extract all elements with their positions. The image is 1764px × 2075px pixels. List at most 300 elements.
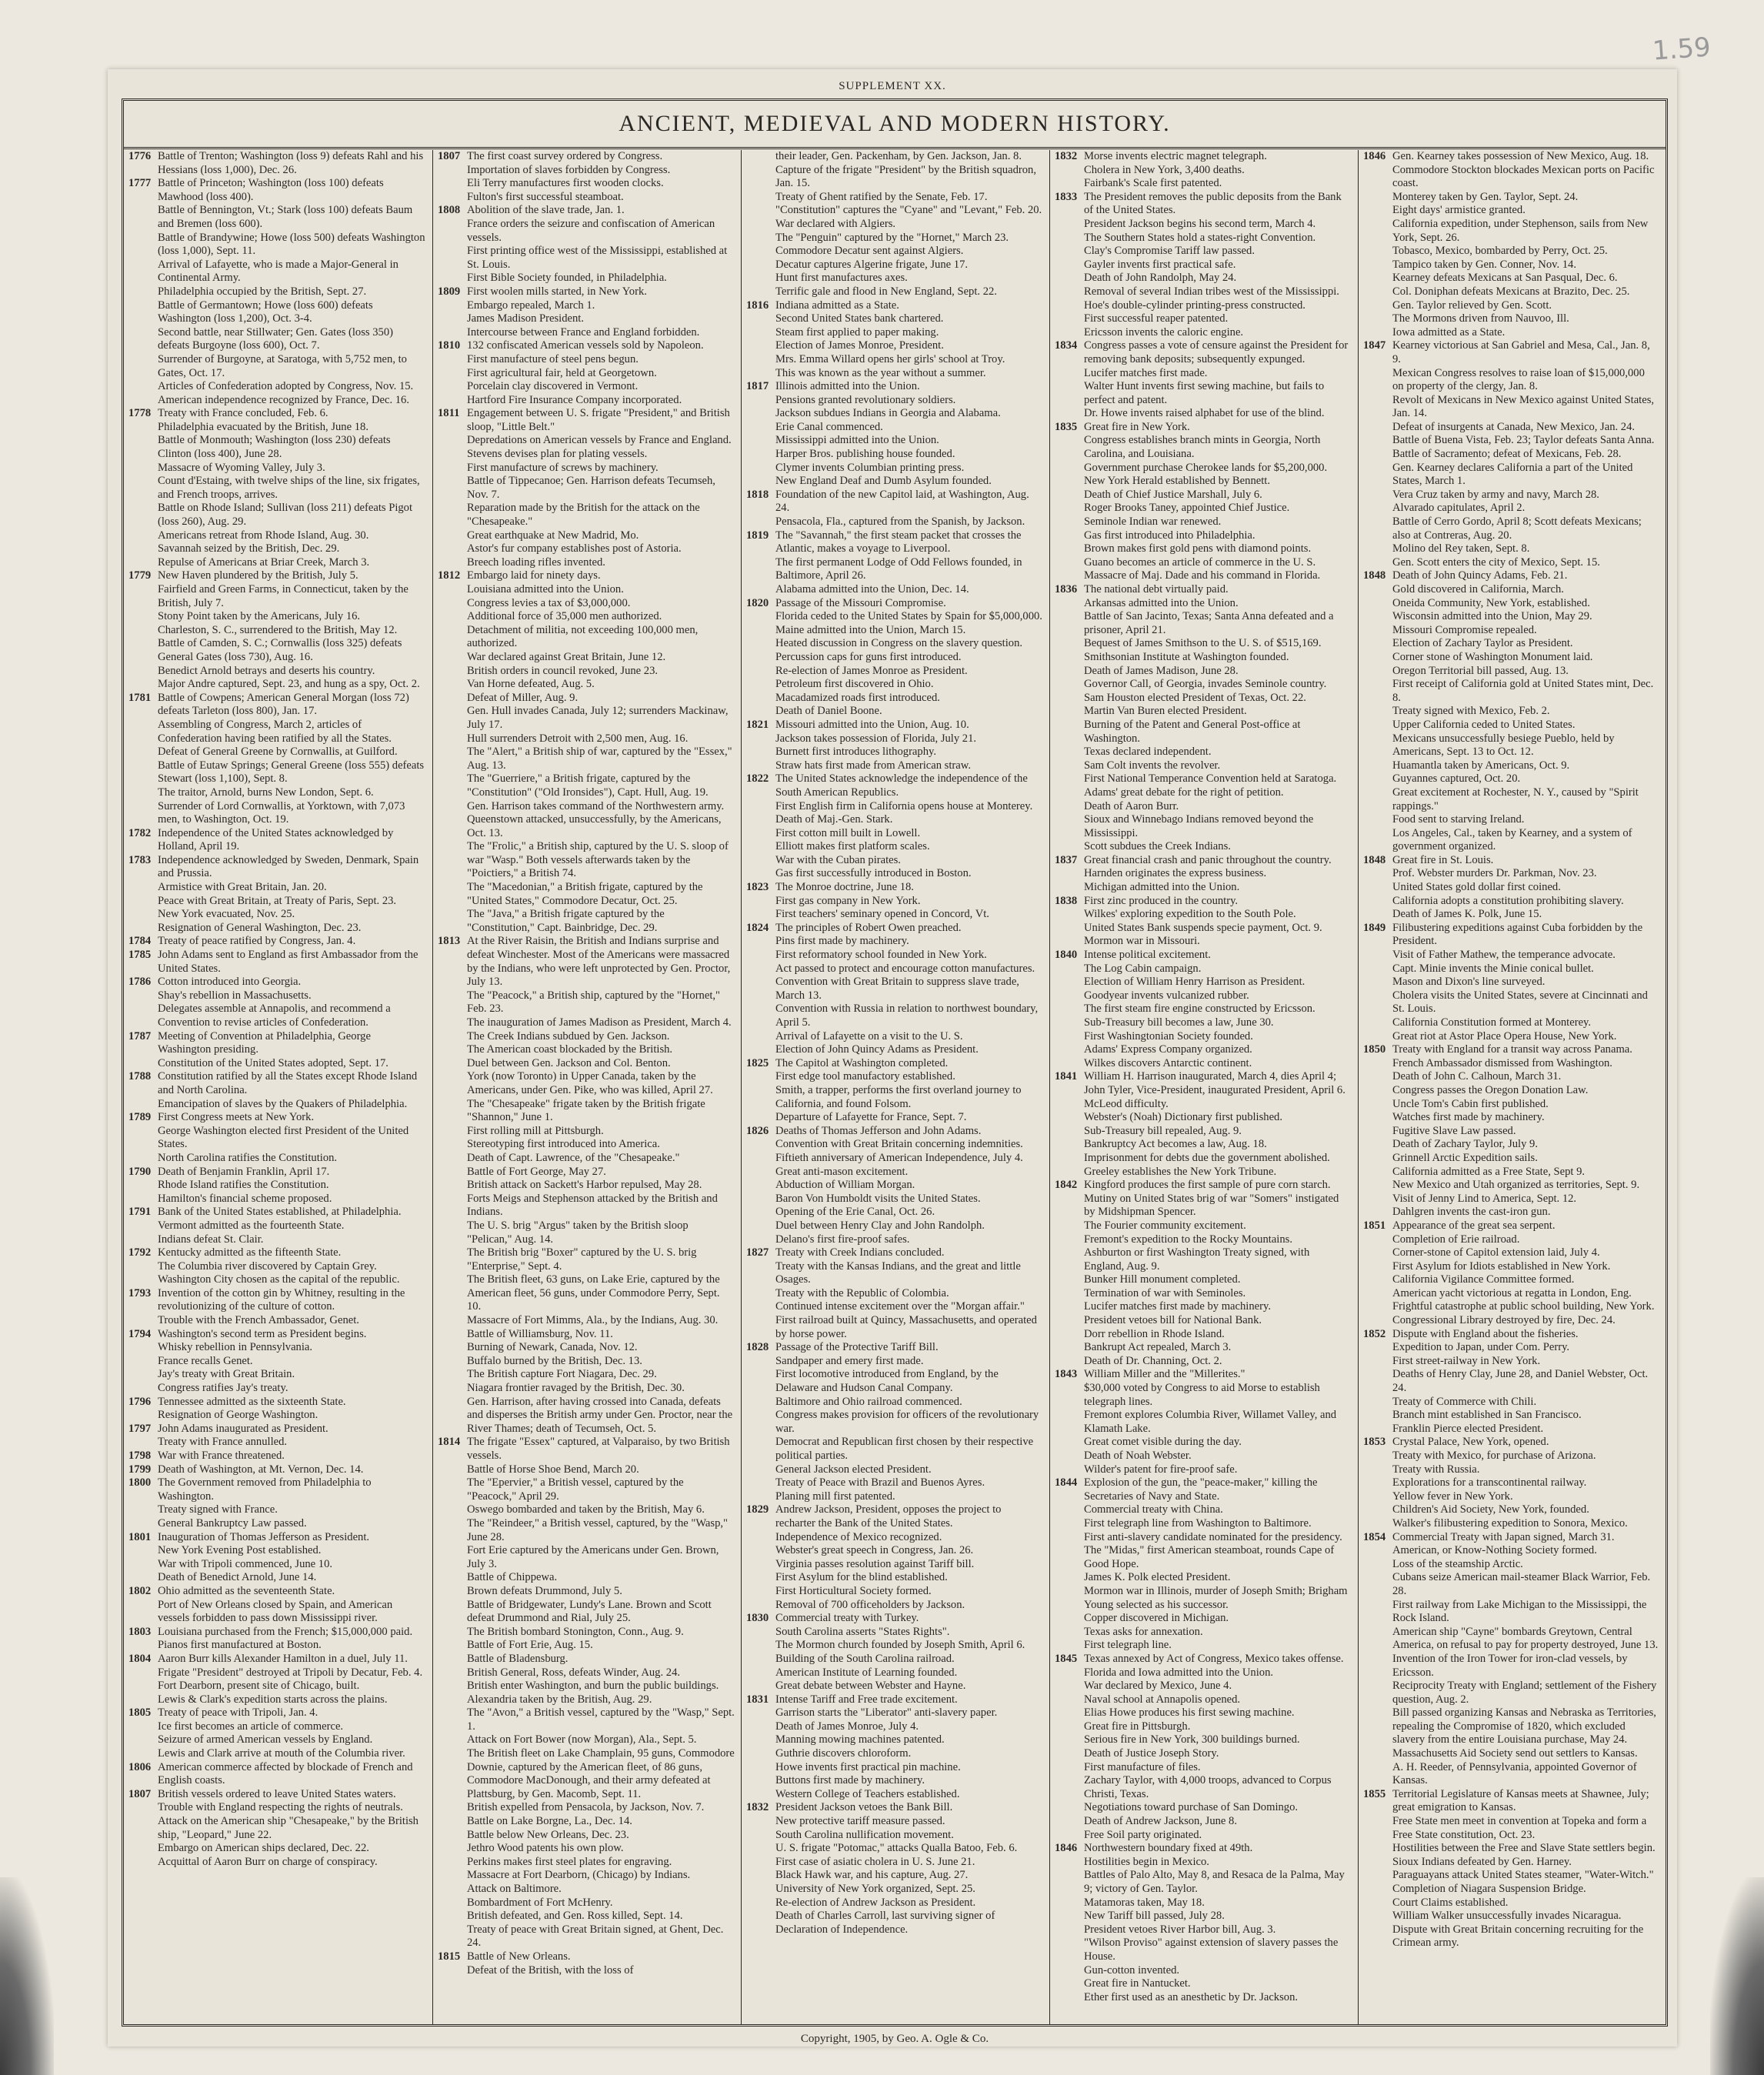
- event-text: First gas company in New York.: [775, 894, 921, 907]
- event-text: California Constitution formed at Monterey.: [1392, 1016, 1592, 1029]
- event-text: Convention with Great Britain to suppress slave trade, March 13.: [775, 976, 1019, 1002]
- entry-events: [1392, 339, 1665, 569]
- entry-year: 1827: [746, 1246, 769, 1259]
- event-text: Treaty of Peace with Brazil and Buenos Ayres.: [775, 1476, 985, 1490]
- event-text: Explosion of the gun, the "peace-maker," killing the Secretaries of Navy and State.: [1084, 1476, 1318, 1503]
- entry-events: [158, 1423, 432, 1449]
- timeline-entry: [124, 692, 432, 827]
- entry-year: 1793: [128, 1286, 152, 1299]
- timeline-entry: [124, 1396, 432, 1423]
- event-text: Second battle, near Stillwater; Gen. Gates (loss 350) defeats Burgoyne (loss 600), Oct. 7.: [158, 325, 393, 352]
- event-text: Frigate "President" destroyed at Tripoli by Decatur, Feb. 4.: [158, 1666, 423, 1679]
- timeline-entry: [1359, 1531, 1665, 1788]
- event-text: The traitor, Arnold, burns New London, Sept. 6.: [158, 786, 374, 799]
- timeline-entry: [124, 1070, 432, 1111]
- event-text: Northwestern boundary fixed at 49th.: [1084, 1842, 1253, 1855]
- event-text: Articles of Confederation adopted by Congress, Nov. 15.: [158, 380, 414, 393]
- event-text: Adams' Express Company organized.: [1084, 1043, 1252, 1056]
- event-text: Queenstown attacked, unsuccessfully, by the Americans, Oct. 13.: [467, 813, 722, 839]
- entry-year: 1842: [1055, 1179, 1078, 1192]
- event-text: Great financial crash and panic throughout the country.: [1084, 853, 1332, 866]
- event-text: First Asylum for Idiots established in New York.: [1392, 1259, 1611, 1273]
- event-text: Convention with Great Britain concerning indemnities.: [775, 1138, 1023, 1151]
- timeline-entry: [124, 1761, 432, 1788]
- entry-year: 1805: [128, 1706, 152, 1720]
- timeline-entry: [742, 1503, 1049, 1612]
- event-text: Embargo laid for ninety days.: [467, 569, 601, 582]
- timeline-entry: [742, 1693, 1049, 1802]
- event-text: Treaty with Russia.: [1392, 1463, 1480, 1476]
- event-text: Bequest of James Smithson to the U. S. of $515,169.: [1084, 637, 1322, 650]
- event-text: Breech loading rifles invented.: [467, 555, 605, 569]
- entry-events: [1392, 1788, 1665, 1950]
- timeline-entry: [124, 1653, 432, 1706]
- event-text: Gen. Harrison takes command of the Northwestern army.: [467, 799, 725, 812]
- entry-year: 1783: [128, 853, 152, 866]
- event-text: Great comet visible during the day.: [1084, 1436, 1242, 1449]
- event-text: The President removes the public deposits from the Bank of the United States.: [1084, 190, 1342, 217]
- event-text: Stony Point taken by the Americans, July 16.: [158, 610, 361, 623]
- entry-year: 1844: [1055, 1476, 1078, 1490]
- entry-year: 1846: [1055, 1842, 1078, 1855]
- entry-events: [158, 1585, 432, 1626]
- timeline-entry: [742, 299, 1049, 381]
- timeline-entry: [1359, 922, 1665, 1043]
- event-text: Hamilton's financial scheme proposed.: [158, 1192, 332, 1205]
- entry-events: [775, 1125, 1049, 1246]
- event-text: The frigate "Essex" captured, at Valparaiso, by two British vessels.: [467, 1436, 730, 1462]
- event-text: General Bankruptcy Law passed.: [158, 1516, 307, 1530]
- event-text: Attack on the American ship "Chesapeake," by the British ship, "Leopard," June 22.: [158, 1815, 418, 1841]
- event-text: Fremont explores Columbia River, Willamet Valley, and Klamath Lake.: [1084, 1409, 1337, 1435]
- entry-year: 1819: [746, 529, 769, 542]
- event-text: Texas annexed by Act of Congress, Mexico takes offense.: [1084, 1652, 1344, 1665]
- entry-events: [1084, 1653, 1358, 1842]
- entry-events: [158, 949, 432, 976]
- page-frame: [122, 98, 1668, 2045]
- entry-year: 1810: [438, 339, 461, 352]
- event-text: Resignation of General Washington, Dec. 23.: [158, 921, 362, 934]
- event-text: Howe invents first practical pin machine.: [775, 1760, 961, 1773]
- event-text: Percussion caps for guns first introduced.: [775, 650, 962, 663]
- event-text: Dr. Howe invents raised alphabet for use of the blind.: [1084, 407, 1325, 420]
- event-text: Passage of the Missouri Compromise.: [775, 596, 946, 609]
- event-text: Death of Dr. Channing, Oct. 2.: [1084, 1354, 1222, 1367]
- event-text: First railroad built at Quincy, Massachusetts, and operated by horse power.: [775, 1314, 1037, 1340]
- event-text: Jackson subdues Indians in Georgia and Alabama.: [775, 407, 1001, 420]
- timeline-entry: [124, 1706, 432, 1760]
- event-text: Battle of Bridgewater, Lundy's Lane. Brown and Scott defeat Drummond and Rial, July 25.: [467, 1598, 712, 1625]
- event-text: Foundation of the new Capitol laid, at Washington, Aug. 24.: [775, 488, 1029, 515]
- event-text: Massachusetts Aid Society send out settlers to Kansas.: [1392, 1747, 1638, 1760]
- entry-events: [158, 976, 432, 1029]
- event-text: France orders the seizure and confiscation of American vessels.: [467, 217, 715, 244]
- event-text: Battle of Horse Shoe Bend, March 20.: [467, 1463, 639, 1476]
- event-text: Battle of Tippecanoe; Gen. Harrison defeats Tecumseh, Nov. 7.: [467, 475, 715, 501]
- event-text: Shay's rebellion in Massachusetts.: [158, 989, 312, 1002]
- entry-year: 1817: [746, 380, 769, 393]
- event-text: Port of New Orleans closed by Spain, and American vessels forbidden to pass down Mississippi river.: [158, 1598, 393, 1625]
- entry-year: 1826: [746, 1124, 769, 1137]
- event-text: Straw hats first made from American straw.: [775, 759, 971, 772]
- event-text: Florida and Iowa admitted into the Union.: [1084, 1666, 1274, 1679]
- event-text: Battle of Williamsburg, Nov. 11.: [467, 1327, 613, 1340]
- event-text: Constitution of the United States adopted, Sept. 17.: [158, 1056, 388, 1069]
- event-text: Gen. Harrison, after having crossed into Canada, defeats and disperses the British army under Gen. Proctor, near the River Thames; death of Tecumseh, Oct. 5.: [467, 1395, 733, 1435]
- entry-year: 1781: [128, 691, 152, 704]
- event-text: Alvarado capitulates, April 2.: [1392, 502, 1526, 515]
- timeline-entry: [124, 150, 432, 177]
- timeline-entry: [433, 150, 741, 204]
- event-text: Whisky rebellion in Pennsylvania.: [158, 1341, 313, 1354]
- entry-year: 1829: [746, 1503, 769, 1516]
- event-text: Convention with Russia in relation to northwest boundary, April 5.: [775, 1002, 1039, 1029]
- event-text: Mississippi admitted into the Union.: [775, 434, 939, 447]
- event-text: Gas first introduced into Philadelphia.: [1084, 529, 1255, 542]
- event-text: First telegraph line.: [1084, 1639, 1172, 1652]
- event-text: Congress passes the Oregon Donation Law.: [1392, 1083, 1589, 1096]
- entry-year: 1788: [128, 1070, 152, 1083]
- event-text: The "Frolic," a British ship, captured by the U. S. sloop of war "Wasp." Both vessels afterwards taken by the "Poictiers," a British 74.: [467, 840, 729, 880]
- event-text: The Capitol at Washington completed.: [775, 1056, 949, 1069]
- event-text: Election of Zachary Taylor as President.: [1392, 637, 1573, 650]
- event-text: Eight days' armistice granted.: [1392, 204, 1526, 217]
- event-text: Negotiations toward purchase of San Domingo.: [1084, 1801, 1299, 1814]
- event-text: Sam Colt invents the revolver.: [1084, 759, 1221, 772]
- event-text: Expedition to Japan, under Com. Perry.: [1392, 1341, 1570, 1354]
- event-text: Clymer invents Columbian printing press.: [775, 461, 965, 474]
- event-text: Texas declared independent.: [1084, 746, 1212, 759]
- entry-events: [158, 1166, 432, 1206]
- event-text: Hartford Fire Insurance Company incorporated.: [467, 393, 682, 406]
- event-text: Corner stone of Washington Monument laid.: [1392, 650, 1593, 663]
- timeline-entry: [742, 529, 1049, 597]
- timeline-entry: [1359, 1328, 1665, 1436]
- timeline-entry: [1050, 1842, 1358, 2004]
- event-text: Treaty of Ghent ratified by the Senate, Feb. 17.: [775, 190, 988, 203]
- event-text: Death of Benjamin Franklin, April 17.: [158, 1165, 330, 1178]
- event-text: Alexandria taken by the British, Aug. 29.: [467, 1693, 652, 1706]
- event-text: Great riot at Astor Place Opera House, New York.: [1392, 1029, 1617, 1043]
- timeline-entry: [1359, 854, 1665, 922]
- event-text: Dispute with England about the fisheries.: [1392, 1327, 1579, 1340]
- column-2: [432, 150, 741, 2024]
- event-text: Independence acknowledged by Sweden, Denmark, Spain and Prussia.: [158, 853, 419, 880]
- event-text: Webster's great speech in Congress, Jan. 26.: [775, 1544, 974, 1557]
- entry-year: 1807: [128, 1787, 152, 1800]
- event-text: Repulse of Americans at Briar Creek, March 3.: [158, 555, 370, 569]
- event-text: Great fire in Pittsburgh.: [1084, 1720, 1191, 1733]
- event-text: Death of James K. Polk, June 15.: [1392, 908, 1542, 921]
- event-text: American yacht victorious at regatta in London, Eng.: [1392, 1286, 1632, 1299]
- timeline-entry: [124, 1531, 432, 1585]
- event-text: Trouble with England respecting the rights of neutrals.: [158, 1801, 403, 1814]
- timeline-entry: [124, 177, 432, 407]
- event-text: Surrender of Lord Cornwallis, at Yorktown, with 7,073 men, to Washington, Oct. 19.: [158, 799, 405, 826]
- event-text: Baron Von Humboldt visits the United States.: [775, 1192, 981, 1205]
- event-text: Mason and Dixon's line surveyed.: [1392, 976, 1546, 989]
- entry-year: 1841: [1055, 1070, 1078, 1083]
- event-text: The Monroe doctrine, June 18.: [775, 881, 914, 894]
- event-text: Commercial Treaty with Japan signed, March 31.: [1392, 1530, 1615, 1543]
- event-text: The "Midas," first American steamboat, rounds Cape of Good Hope.: [1084, 1544, 1335, 1570]
- timeline-entry: [742, 1125, 1049, 1246]
- entry-year: 1787: [128, 1029, 152, 1043]
- event-text: Detachment of militia, not exceeding 100,000 men, authorized.: [467, 623, 699, 650]
- event-text: Lucifer matches first made.: [1084, 366, 1208, 379]
- event-text: Armistice with Great Britain, Jan. 20.: [158, 881, 327, 894]
- timeline-entry: [1359, 1043, 1665, 1219]
- timeline-entry: [124, 1328, 432, 1396]
- event-text: Commercial treaty with China.: [1084, 1503, 1223, 1516]
- event-text: Black Hawk war, and his capture, Aug. 27.: [775, 1869, 969, 1882]
- event-text: Florida ceded to the United States by Spain for $5,000,000.: [775, 610, 1042, 623]
- event-text: Great fire in Nantucket.: [1084, 1977, 1191, 1990]
- event-text: John Adams sent to England as first Ambassador from the United States.: [158, 949, 418, 975]
- timeline-entry: [124, 407, 432, 569]
- event-text: Congressional Library destroyed by fire, Dec. 24.: [1392, 1314, 1616, 1327]
- entry-year: 1791: [128, 1206, 152, 1219]
- event-text: Congress ratifies Jay's treaty.: [158, 1382, 288, 1395]
- entry-year: 1853: [1363, 1436, 1386, 1449]
- event-text: Cubans seize American mail-steamer Black Warrior, Feb. 28.: [1392, 1571, 1651, 1597]
- event-text: Eli Terry manufactures first wooden clocks.: [467, 177, 664, 190]
- event-text: Mexican Congress resolves to raise loan of $15,000,000 on property of the clergy, Jan. 8.: [1392, 366, 1645, 393]
- event-text: Clay's Compromise Tariff law passed.: [1084, 245, 1255, 258]
- event-text: Washington City chosen as the capital of the republic.: [158, 1273, 400, 1286]
- event-text: Dahlgren invents the cast-iron gun.: [1392, 1206, 1551, 1219]
- timeline-entry: [742, 380, 1049, 489]
- event-text: Death of Zachary Taylor, July 9.: [1392, 1138, 1538, 1151]
- event-text: General Jackson elected President.: [775, 1463, 932, 1476]
- event-text: The Mormon church founded by Joseph Smith, April 6.: [775, 1639, 1025, 1652]
- entry-events: [158, 827, 432, 854]
- event-text: Opening of the Erie Canal, Oct. 26.: [775, 1206, 935, 1219]
- event-text: Lucifer matches first made by machinery.: [1084, 1300, 1271, 1313]
- timeline-entry: [124, 1246, 432, 1287]
- event-text: Iowa admitted as a State.: [1392, 325, 1506, 339]
- event-text: Reparation made by the British for the attack on the "Chesapeake.": [467, 502, 700, 529]
- event-text: Fort Dearborn, present site of Chicago, built.: [158, 1680, 360, 1693]
- event-text: Completion of Niagara Suspension Bridge.: [1392, 1883, 1586, 1895]
- event-text: Col. Doniphan defeats Mexicans at Brazito, Dec. 25.: [1392, 285, 1630, 298]
- event-text: Continued intense excitement over the "Morgan affair.": [775, 1300, 1025, 1313]
- pencil-page-note: 1.59: [1651, 32, 1712, 67]
- entry-year: 1804: [128, 1652, 152, 1665]
- event-text: Battle of Monmouth; Washington (loss 230) defeats Clinton (loss 400), June 28.: [158, 434, 391, 461]
- event-text: Battle of Camden, S. C.; Cornwallis (loss 325) defeats General Gates (loss 730), Aug. 16.: [158, 637, 402, 663]
- timeline-entry: [124, 1585, 432, 1626]
- entry-year: 1821: [746, 718, 769, 731]
- event-text: The "Peacock," a British ship, captured by the "Hornet," Feb. 23.: [467, 989, 720, 1016]
- event-text: France recalls Genet.: [158, 1354, 253, 1367]
- entry-year: 1812: [438, 569, 461, 582]
- event-text: Death of Aaron Burr.: [1084, 799, 1179, 812]
- entry-year: 1777: [128, 177, 152, 190]
- event-text: British expelled from Pensacola, by Jackson, Nov. 7.: [467, 1801, 705, 1814]
- event-text: Defeat of the British, with the loss of: [467, 1963, 634, 1977]
- event-text: First case of asiatic cholera in U. S. June 21.: [775, 1855, 975, 1868]
- event-text: Oregon Territorial bill passed, Aug. 13.: [1392, 664, 1569, 677]
- event-text: Loss of the steamship Arctic.: [1392, 1557, 1523, 1570]
- entry-events: [775, 299, 1049, 381]
- event-text: Hunt first manufactures axes.: [775, 272, 908, 285]
- timeline-entry: [124, 1287, 432, 1328]
- entry-year: 1813: [438, 935, 461, 948]
- event-text: Election of John Quincy Adams as President.: [775, 1043, 979, 1056]
- event-text: Duel between Gen. Jackson and Col. Benton.: [467, 1056, 671, 1069]
- event-text: Molino del Rey taken, Sept. 8.: [1392, 542, 1530, 555]
- event-text: The United States acknowledge the independence of the South American Republics.: [775, 772, 1028, 799]
- entry-events: [1392, 569, 1665, 853]
- event-text: Death of Noah Webster.: [1084, 1449, 1192, 1462]
- entry-year: 1843: [1055, 1368, 1078, 1381]
- timeline-entry: [742, 489, 1049, 529]
- event-text: The Government removed from Philadelphia to Washington.: [158, 1476, 372, 1503]
- event-text: Pensacola, Fla., captured from the Spanish, by Jackson.: [775, 515, 1025, 529]
- event-text: Battle of Buena Vista, Feb. 23; Taylor defeats Santa Anna.: [1392, 434, 1655, 447]
- event-text: Death of Chief Justice Marshall, July 6.: [1084, 488, 1262, 501]
- event-text: New protective tariff measure passed.: [775, 1815, 945, 1828]
- timeline-entry: [124, 1449, 432, 1463]
- entry-events: [775, 380, 1049, 489]
- event-text: Gen. Kearney declares California a part of the United States, March 1.: [1392, 461, 1633, 488]
- event-text: Americans retreat from Rhode Island, Aug. 30.: [158, 529, 369, 542]
- timeline-entry: [433, 1950, 741, 1977]
- entry-events: [1084, 1476, 1358, 1653]
- entry-events: [158, 1328, 432, 1396]
- entry-events: [775, 881, 1049, 922]
- event-text: Treaty of peace ratified by Congress, Jan. 4.: [158, 935, 356, 948]
- supplement-label: SUPPLEMENT XX.: [839, 80, 946, 92]
- entry-year: 1802: [128, 1584, 152, 1597]
- event-text: Delano's first fire-proof safes.: [775, 1233, 910, 1246]
- event-text: Benedict Arnold betrays and deserts his country.: [158, 664, 375, 677]
- entry-events: [158, 1706, 432, 1760]
- event-text: The "Savannah," the first steam packet that crosses the Atlantic, makes a voyage to Liverpool.: [775, 529, 1022, 555]
- event-text: Morse invents electric magnet telegraph.: [1084, 150, 1267, 162]
- event-text: Departure of Lafayette for France, Sept. 7.: [775, 1111, 967, 1124]
- timeline-entry: [1050, 150, 1358, 191]
- event-text: Maine admitted into the Union, March 15.: [775, 623, 966, 636]
- event-text: Greeley establishes the New York Tribune.: [1084, 1165, 1277, 1178]
- event-text: Tennessee admitted as the sixteenth State.: [158, 1395, 346, 1408]
- event-text: Battle of New Orleans.: [467, 1950, 571, 1963]
- event-text: William H. Harrison inaugurated, March 4, dies April 4; John Tyler, Vice-President, inaugurated President, April 6.: [1084, 1070, 1346, 1096]
- event-text: Gayler invents first practical safe.: [1084, 258, 1236, 271]
- timeline-entry: [742, 772, 1049, 881]
- event-text: Completion of Erie railroad.: [1392, 1233, 1520, 1246]
- event-text: Election of James Monroe, President.: [775, 339, 944, 352]
- timeline-entry: [124, 1463, 432, 1477]
- timeline-entry: [1050, 583, 1358, 854]
- entry-events: [158, 854, 432, 936]
- event-text: Burnett first introduces lithography.: [775, 746, 937, 759]
- event-text: Cholera visits the United States, severe at Cincinnati and St. Louis.: [1392, 989, 1648, 1016]
- event-text: Brown makes first gold pens with diamond points.: [1084, 542, 1312, 555]
- document-page: [108, 69, 1677, 2047]
- event-text: Massacre at Fort Dearborn, (Chicago) by Indians.: [467, 1869, 691, 1882]
- event-text: Delegates assemble at Annapolis, and recommend a Convention to revise articles of Confederation.: [158, 1002, 391, 1029]
- event-text: Porcelain clay discovered in Vermont.: [467, 380, 639, 393]
- event-text: Walker's filibustering expedition to Sonora, Mexico.: [1392, 1516, 1628, 1530]
- event-text: Battle of Sacramento; defeat of Mexicans, Feb. 28.: [1392, 448, 1622, 461]
- entry-year: 1784: [128, 935, 152, 948]
- event-text: Tampico taken by Gen. Conner, Nov. 14.: [1392, 258, 1577, 271]
- event-text: Great earthquake at New Madrid, Mo.: [467, 529, 639, 542]
- event-text: First edge tool manufactory established.: [775, 1070, 955, 1083]
- entry-events: [1084, 1842, 1358, 2004]
- event-text: Aaron Burr kills Alexander Hamilton in a duel, July 11.: [158, 1652, 408, 1665]
- event-text: The "Reindeer," a British vessel, captured, by the "Wasp," June 28.: [467, 1516, 728, 1543]
- event-text: Washington's second term as President begins.: [158, 1327, 367, 1340]
- event-text: Cotton introduced into Georgia.: [158, 976, 302, 989]
- event-text: The British bombard Stonington, Conn., Aug. 9.: [467, 1625, 684, 1638]
- event-text: Missouri Compromise repealed.: [1392, 623, 1537, 636]
- event-text: Additional force of 35,000 men authorized.: [467, 610, 662, 623]
- event-text: Astor's fur company establishes post of Astoria.: [467, 542, 682, 555]
- event-text: "Wilson Proviso" against extension of slavery passes the House.: [1084, 1937, 1339, 1963]
- event-text: Gold discovered in California, March.: [1392, 583, 1564, 595]
- event-text: The Columbia river discovered by Captain Grey.: [158, 1259, 377, 1273]
- event-text: University of New York organized, Sept. 25.: [775, 1883, 975, 1895]
- event-text: Copper discovered in Michigan.: [1084, 1612, 1229, 1625]
- entry-events: [158, 1788, 432, 1870]
- event-text: Mutiny on United States brig of war "Somers" instigated by Midshipman Spencer.: [1084, 1192, 1339, 1219]
- event-text: California expedition, under Stephenson, sails from New York, Sept. 26.: [1392, 217, 1649, 244]
- event-text: New York evacuated, Nov. 25.: [158, 908, 295, 921]
- event-text: Niagara frontier ravaged by the British, Dec. 30.: [467, 1382, 685, 1395]
- event-text: Death of Justice Joseph Story.: [1084, 1747, 1219, 1760]
- event-text: Western College of Teachers established.: [775, 1787, 960, 1800]
- event-text: Removal of 700 officeholders by Jackson.: [775, 1598, 965, 1611]
- event-text: Battle of Bladensburg.: [467, 1652, 569, 1665]
- entry-events: [775, 1693, 1049, 1802]
- event-text: Treaty with Mexico, for purchase of Arizona.: [1392, 1449, 1596, 1462]
- event-text: The principles of Robert Owen preached.: [775, 921, 962, 934]
- event-text: California Vigilance Committee formed.: [1392, 1273, 1575, 1286]
- entry-year: 1801: [128, 1530, 152, 1543]
- event-text: Stevens devises plan for plating vessels.: [467, 448, 648, 461]
- event-text: United States gold dollar first coined.: [1392, 881, 1561, 894]
- event-text: War declared by Mexico, June 4.: [1084, 1680, 1232, 1693]
- event-text: Death of Benedict Arnold, June 14.: [158, 1571, 317, 1584]
- event-text: Webster's (Noah) Dictionary first published.: [1084, 1111, 1282, 1124]
- event-text: First teachers' seminary opened in Concord, Vt.: [775, 908, 989, 921]
- event-text: Fulton's first successful steamboat.: [467, 190, 624, 203]
- entry-year: 1851: [1363, 1219, 1386, 1232]
- event-text: The first steam fire engine constructed by Ericsson.: [1084, 1002, 1315, 1016]
- event-text: Territorial Legislature of Kansas meets at Shawnee, July; great emigration to Kansas.: [1392, 1787, 1649, 1814]
- timeline-entry: [1050, 421, 1358, 583]
- event-text: The Fourier community excitement.: [1084, 1219, 1246, 1232]
- event-text: Serious fire in New York, 300 buildings burned.: [1084, 1733, 1300, 1746]
- event-text: Court Claims established.: [1392, 1896, 1509, 1909]
- event-text: Commodore Decatur sent against Algiers.: [775, 245, 964, 258]
- timeline-entry: [124, 854, 432, 936]
- entry-events: [158, 1111, 432, 1165]
- event-text: First English firm in California opens house at Monterey.: [775, 799, 1033, 812]
- event-text: Re-election of James Monroe as President.: [775, 664, 968, 677]
- timeline-entry: [124, 827, 432, 854]
- event-text: The "Java," a British frigate captured by the "Constitution," Capt. Bainbridge, Dec. 29.: [467, 908, 665, 934]
- event-text: Elias Howe produces his first sewing machine.: [1084, 1706, 1295, 1720]
- event-text: South Carolina asserts "States Rights".: [775, 1625, 950, 1638]
- event-text: Harper Bros. publishing house founded.: [775, 448, 955, 461]
- event-text: Sam Houston elected President of Texas, Oct. 22.: [1084, 691, 1306, 704]
- event-text: Lewis & Clark's expedition starts across the plains.: [158, 1693, 388, 1706]
- event-text: Martin Van Buren elected President.: [1084, 705, 1247, 718]
